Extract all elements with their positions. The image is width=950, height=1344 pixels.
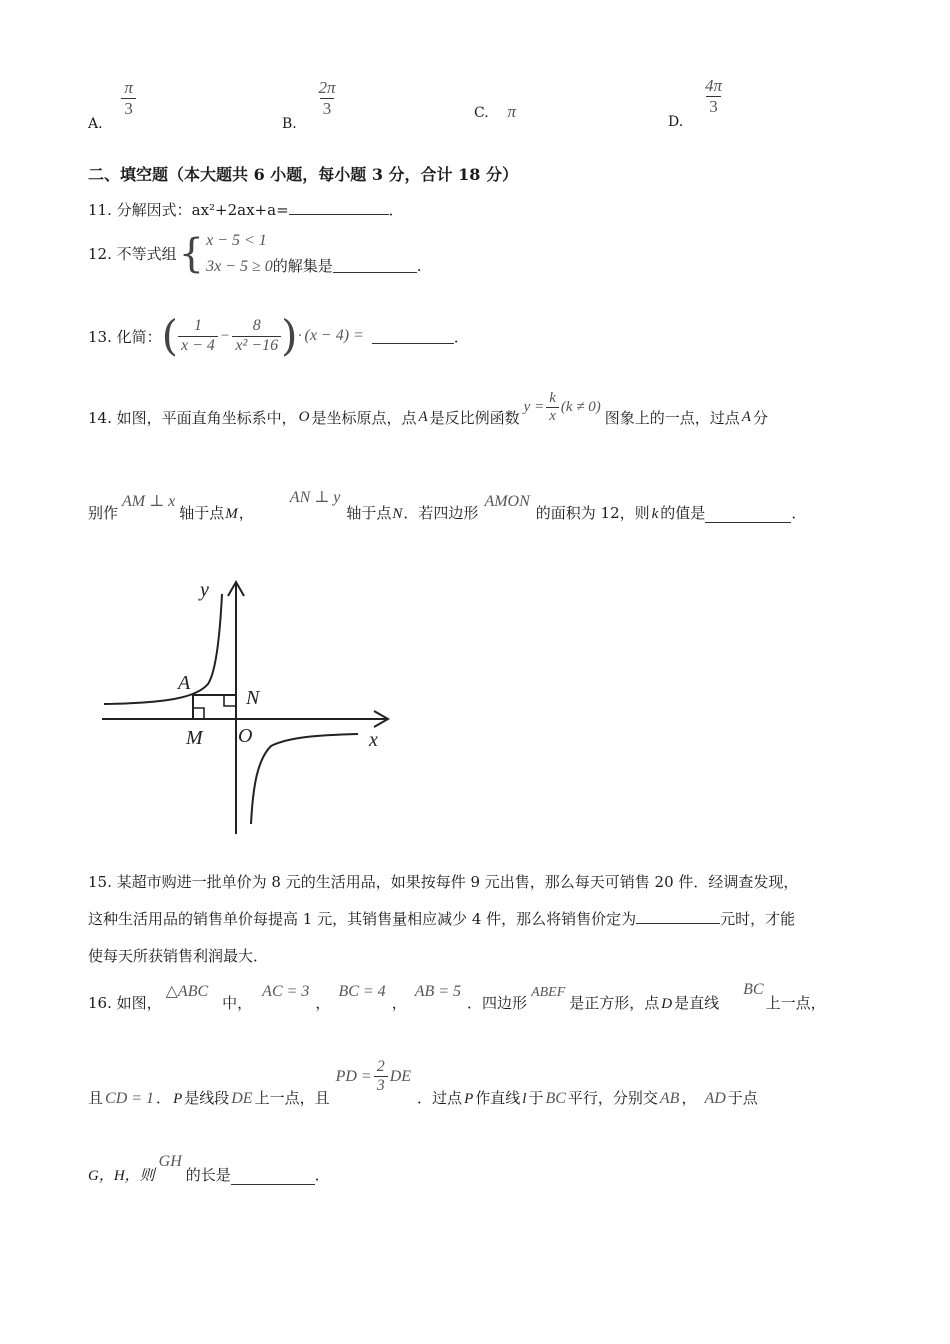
q12-tail: . [416,256,422,275]
q15-answer-blank[interactable] [636,909,720,924]
q12-prefix: 12. 不等式组 [88,245,177,264]
q16-text-7: 且 [88,1088,104,1107]
choice-b [282,78,339,133]
choice-a-fraction [121,78,136,118]
q12-suffix: 的解集是 [272,257,333,276]
q16-text-6: 上一点， [765,994,826,1012]
choice-c [474,102,516,122]
q14-answer-blank[interactable] [705,508,791,523]
q16-text-8: ． [156,1088,172,1107]
question-12 [88,228,422,279]
q11-text: 11. 分解因式：ax²+2ax+a= [88,201,289,219]
q16-segment-gh: GH [158,1153,182,1170]
q16-text-1: 16. 如图， [88,994,162,1012]
label-x: x [369,729,378,751]
q14-k: k [651,506,659,522]
q13-f1-den: x − 4 [178,336,218,355]
question-11 [88,199,404,220]
choice-b-label: B. [282,116,297,133]
q13-f2-num: 8 [252,317,261,335]
hyperbola-branch-upper [104,594,222,704]
q16-text-2: 中， [222,994,253,1012]
q16-bc: BC = 4 [338,983,386,1000]
choice-b-num: 2π [318,78,336,97]
hyperbola-figure [96,574,406,844]
q13-answer-blank[interactable] [372,329,454,344]
q14-text-9: ．若四边形 [403,504,479,522]
choice-a [88,78,136,133]
q12-line1: x − 5 < 1 [206,232,267,249]
question-15-line-3: 使每天所获销售利润最大． [88,947,269,965]
choice-d-num: 4π [704,76,722,95]
q13-fraction-1 [178,317,218,355]
q13-f2-den: x² −16 [232,336,281,355]
q14-an-perp: AN ⊥ y [289,489,341,506]
q16-text-4: 是正方形，点 [569,994,660,1012]
q13-f1-num: 1 [193,317,202,335]
question-15-line-2 [88,908,795,929]
label-a: A [178,672,191,694]
choice-b-fraction [316,78,339,118]
question-13 [88,311,469,360]
q14-point-a-2: A [741,409,751,426]
q12-system [206,228,273,279]
question-16-line-1 [88,981,826,1013]
q11-answer-blank[interactable] [289,200,389,215]
q16-pd-equation [336,1058,411,1096]
q16-line-l: l [522,1090,527,1107]
choice-c-label: C. [474,105,489,121]
right-angle-m [193,708,204,719]
q16-answer-blank[interactable] [231,1170,315,1185]
q16-tail: ． [314,1166,330,1184]
q14-amon: AMON [484,493,530,510]
q14-func-cond: (k ≠ 0) [560,399,601,416]
q14-text-6: 别作 [88,504,119,522]
q14-func-frac [546,390,559,426]
q16-pd-lhs: PD = [335,1067,372,1085]
q13-fraction-2 [232,317,281,355]
question-15-line-1: 15. 某超市购进一批单价为 8 元的生活用品，如果按每件 9 元出售，那么每天可销售 20 件．经调查发现， [88,873,799,891]
q16-text-14: 平行，分别交 [567,1088,658,1107]
q14-function [524,390,601,426]
q14-func-num: k [549,390,556,406]
q13-factor: (x − 4) = [304,327,364,344]
q16-segment-de: DE [231,1089,253,1107]
q16-cd: CD = 1 [105,1089,155,1107]
q14-text-1: 14. 如图，平面直角坐标系中， [88,409,297,428]
q16-text-9: 是线段 [184,1088,230,1107]
q16-point-p-2: P [464,1090,474,1107]
q16-point-d: D [661,996,673,1012]
q15-text-b: 元时，才能 [720,910,796,928]
right-angle-n [224,695,236,706]
q16-pd-den: 3 [374,1076,388,1095]
q14-func-lhs: y = [523,399,545,416]
q16-text-13: 于 [528,1088,544,1107]
choice-d-den: 3 [706,96,721,117]
q16-line-bc: BC [743,981,764,998]
q16-comma-1: ， [315,994,331,1012]
q14-text-11: 的值是 [660,504,706,522]
q12-answer-blank[interactable] [333,258,417,273]
choice-b-den: 3 [320,98,335,119]
label-m: M [186,727,203,749]
q13-times: · [297,327,303,344]
q12-brace: { [178,230,205,277]
q14-point-n: N [392,506,403,522]
q16-text-16: G，H，则 [88,1168,155,1184]
choice-d-fraction [702,76,725,116]
q16-pd-frac [374,1058,388,1096]
q16-comma-2: ， [391,994,407,1012]
q16-text-15: 于点 [727,1088,758,1107]
section-heading: 二、填空题（本大题共 6 小题，每小题 3 分，合计 18 分） [88,165,518,184]
label-o: O [238,725,253,747]
q16-text-17: 的长是 [185,1166,231,1184]
q16-text-12: 作直线 [475,1088,521,1107]
q16-ab: AB = 5 [414,983,462,1000]
question-16-line-3 [88,1153,330,1185]
q16-pd-rhs: DE [389,1067,412,1085]
q14-func-den: x [546,407,559,425]
q16-ac: AC = 3 [262,983,310,1000]
label-y: y [200,579,209,601]
q16-point-p: P [173,1090,183,1107]
choice-d [668,76,725,131]
q16-text-5: 是直线 [674,994,720,1012]
q14-text-5: 分 [752,409,768,428]
q14-point-o: O [298,409,310,426]
q13-tail: ． [453,327,469,346]
q14-text-8: 轴于点 [346,504,392,522]
q16-comma-3: ， [681,1088,697,1107]
q16-text-3: ．四边形 [467,994,528,1012]
q14-text-10: 的面积为 12，则 [535,504,650,522]
q14-point-m: M [225,506,238,522]
q14-text-4: 图象上的一点，过点 [604,409,740,428]
q14-comma: ， [238,504,254,522]
q14-text-3: 是反比例函数 [429,409,520,428]
q11-tail: ． [388,201,404,219]
q14-am-perp: AM ⊥ x [122,493,176,510]
question-16-line-2 [88,1058,758,1108]
choice-a-num: π [124,78,133,97]
q16-line-bc-2: BC [545,1089,566,1107]
q14-text-2: 是坐标原点，点 [311,409,417,428]
q16-text-10: 上一点，且 [254,1088,330,1107]
q13-paren-right: ) [281,311,298,360]
choice-a-label: A. [88,116,103,133]
q14-tail: ． [791,504,807,522]
q16-triangle: △ABC [165,983,209,1000]
q16-pd-num: 2 [376,1058,385,1075]
q15-text-a: 这种生活用品的销售单价每提高 1 元，其销售量相应减少 4 件，那么将销售价定为 [88,910,637,928]
hyperbola-branch-lower [251,734,358,824]
choice-c-value: π [507,102,516,121]
q14-text-7: 轴于点 [179,504,225,522]
q13-minus: − [220,327,230,344]
choice-d-label: D. [668,114,684,131]
q13-paren-left: ( [161,311,179,360]
label-n: N [246,687,260,709]
q16-segment-ab: AB [659,1089,680,1107]
q16-segment-ad: AD [704,1089,726,1107]
q13-prefix: 13. 化简： [88,327,162,346]
choice-a-den: 3 [121,98,136,119]
q14-point-a: A [418,409,428,426]
question-14-line-1 [88,390,768,436]
question-14-line-2 [88,489,807,523]
q12-line2: 3x − 5 ≥ 0 [206,257,273,275]
q16-abef: ABEF [531,985,566,1000]
q16-text-11: ．过点 [417,1088,463,1107]
